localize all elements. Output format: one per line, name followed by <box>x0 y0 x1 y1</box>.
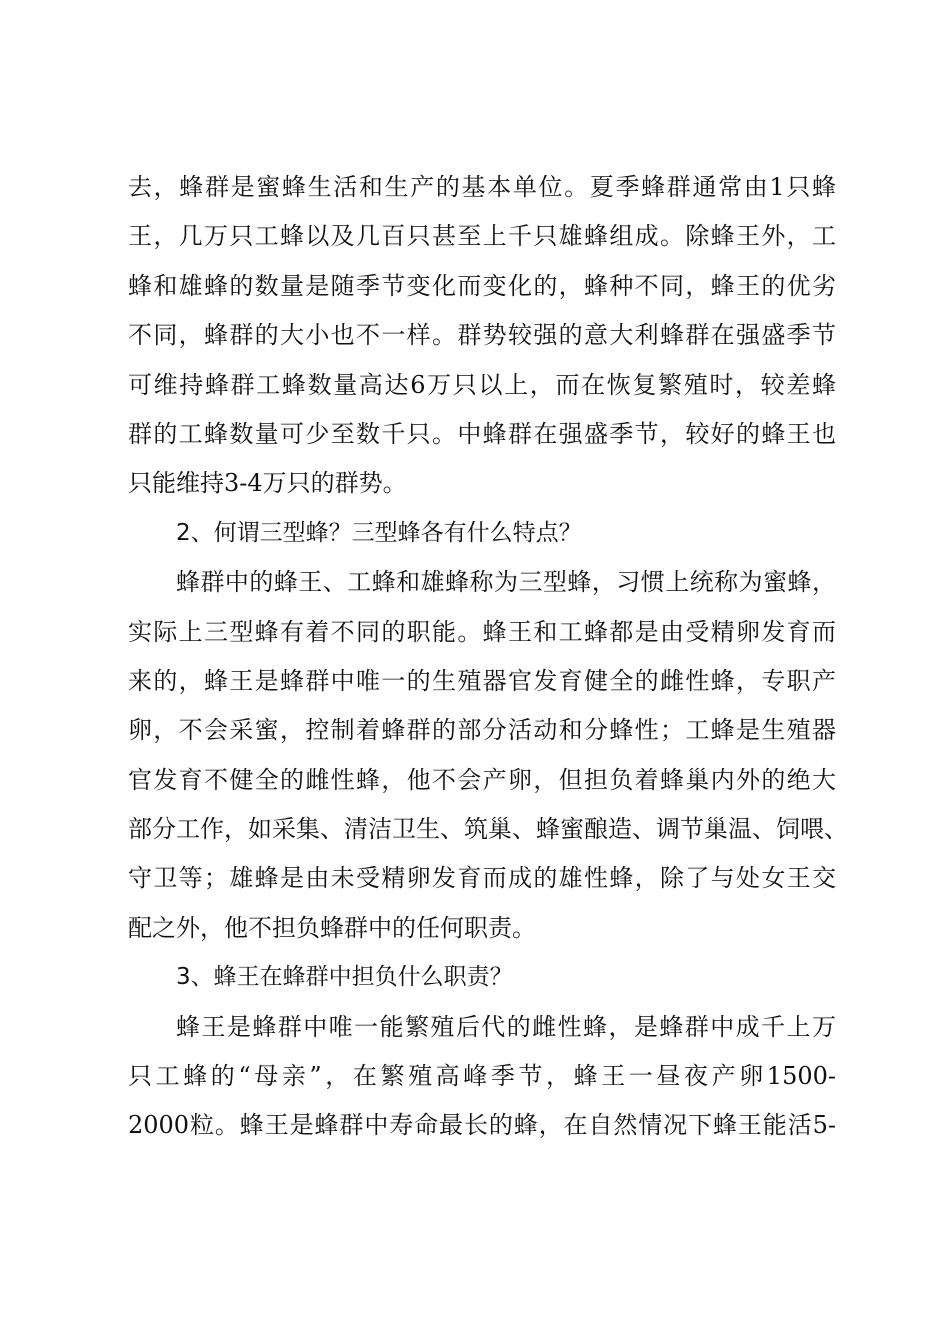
text-line: 实际上三型蜂有着不同的职能。蜂王和工蜂都是由受精卵发育而 <box>128 617 836 646</box>
text-line: 配之外，他不担负蜂群中的任何职责。 <box>128 913 536 942</box>
text-line: 卵，不会采蜜，控制着蜂群的部分活动和分蜂性；工蜂是生殖器 <box>128 716 836 745</box>
text-line: 官发育不健全的雌性蜂，他不会产卵，但担负着蜂巢内外的绝大 <box>128 765 836 794</box>
text-line: 可维持蜂群工蜂数量高达6万只以上，而在恢复繁殖时，较差蜂 <box>128 370 836 399</box>
paragraph-queen-duties <box>128 1003 836 1151</box>
text-line: 群的工蜂数量可少至数千只。中蜂群在强盛季节，较好的蜂王也 <box>128 419 836 448</box>
text-line: 蜂王是蜂群中唯一能繁殖后代的雌性蜂，是蜂群中成千上万 <box>176 1012 836 1041</box>
text-line: 不同，蜂群的大小也不一样。群势较强的意大利蜂群在强盛季节 <box>128 321 836 350</box>
text-line: 去，蜂群是蜜蜂生活和生产的基本单位。夏季蜂群通常由1只蜂 <box>128 173 836 201</box>
text-line: 来的，蜂王是蜂群中唯一的生殖器官发育健全的雌性蜂，专职产 <box>128 666 836 695</box>
text-line: 守卫等；雄蜂是由未受精卵发育而成的雄性蜂，除了与处女王交 <box>128 864 836 893</box>
section-heading-2: 2、何谓三型蜂？三型蜂各有什么特点？ <box>176 519 582 546</box>
text-line: 只能维持3-4万只的群势。 <box>128 469 407 498</box>
text-line: 蜂和雄蜂的数量是随季节变化而变化的，蜂种不同，蜂王的优劣 <box>128 271 836 300</box>
text-line: 2000粒。蜂王是蜂群中寿命最长的蜂，在自然情况下蜂王能活5- <box>128 1111 836 1140</box>
document-body <box>128 163 848 1151</box>
text-line: 王，几万只工蜂以及几百只甚至上千只雄蜂组成。除蜂王外，工 <box>128 222 836 251</box>
text-line: 部分工作，如采集、清洁卫生、筑巢、蜂蜜酿造、调节巢温、饲喂、 <box>128 815 848 844</box>
text-line: 只工蜂的“母亲”，在繁殖高峰季节，蜂王一昼夜产卵1500- <box>128 1062 836 1091</box>
paragraph-colony-size <box>128 163 836 509</box>
paragraph-three-castes <box>128 558 848 953</box>
section-heading-3: 3、蜂王在蜂群中担负什么职责？ <box>176 964 513 991</box>
text-line: 蜂群中的蜂王、工蜂和雄蜂称为三型蜂，习惯上统称为蜜蜂， <box>176 568 836 597</box>
